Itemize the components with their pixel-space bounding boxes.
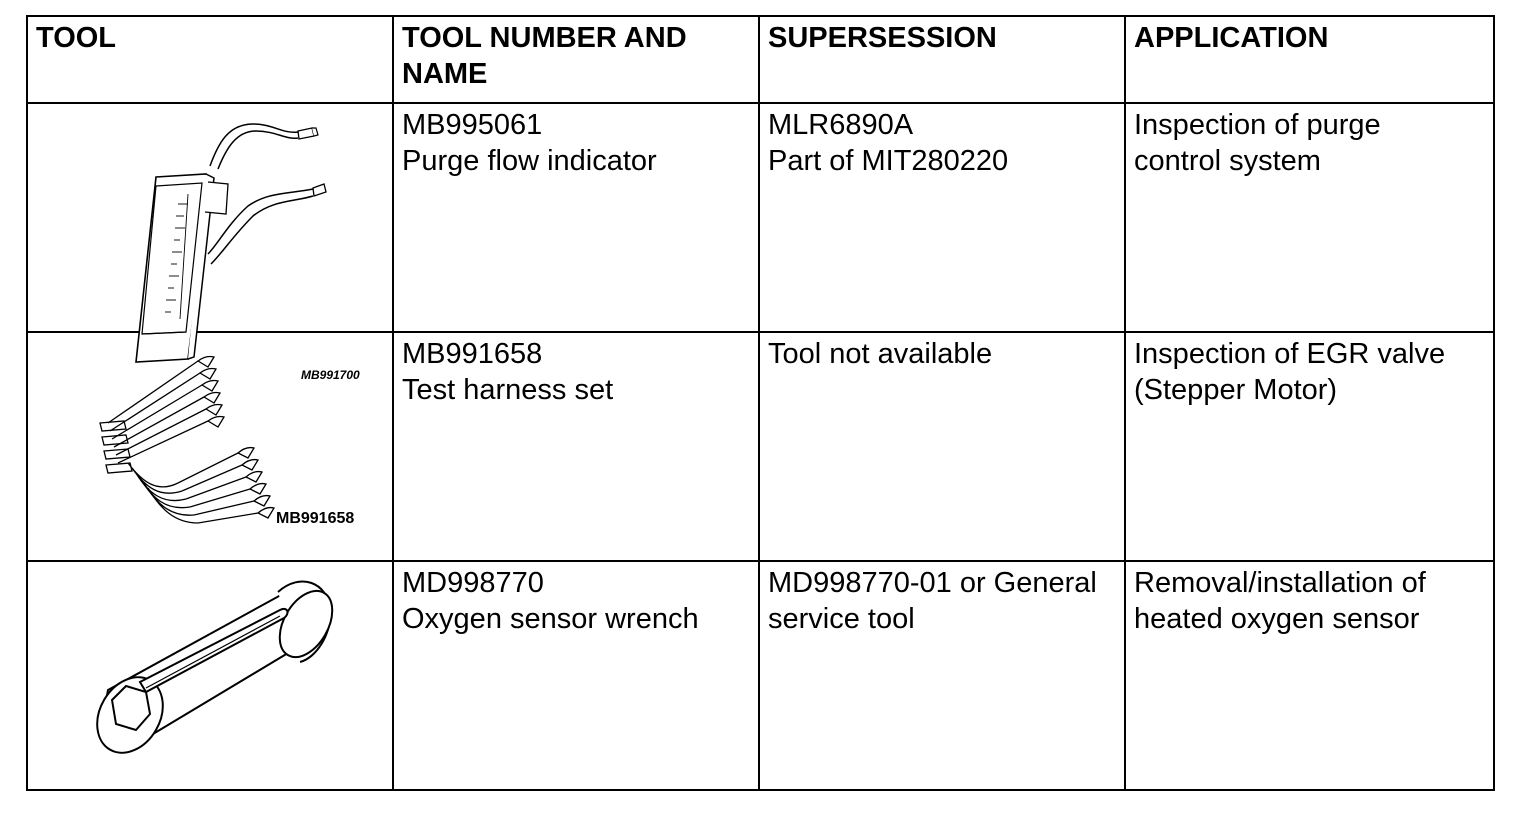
tool-number-and-name-cell [393,561,759,790]
tool-name: Test harness set [402,374,614,406]
header-tool-number-and-name: TOOL NUMBER AND NAME [393,16,759,103]
tool-illustration-cell [27,561,393,790]
header-tool: TOOL [27,16,393,103]
tool-number-and-name-cell [393,103,759,332]
illustration-label: MB991658 [276,510,355,527]
table-row [27,103,1494,332]
tool-number-and-name-cell [393,332,759,561]
application-cell: Inspection of EGR valve (Stepper Motor) [1125,332,1494,561]
illustration-label: MB991700 [301,368,360,382]
tool-number: MB991658 [402,338,543,370]
tool-number: MD998770 [402,567,544,599]
header-supersession: SUPERSESSION [759,16,1125,103]
special-tools-table [26,15,1495,791]
test-harness-set-icon [28,333,392,559]
purge-flow-indicator-icon [28,104,392,382]
tool-name: Purge flow indicator [402,145,657,177]
header-row [27,16,1494,103]
tool-number: MB995061 [402,109,543,141]
oxygen-sensor-wrench-icon [28,562,392,788]
table-row [27,561,1494,790]
application-cell: Removal/installation of heated oxygen sensor [1125,561,1494,790]
tool-name: Oxygen sensor wrench [402,603,699,635]
supersession-cell: Tool not available [759,332,1125,561]
tool-illustration-cell [27,332,393,561]
header-application: APPLICATION [1125,16,1494,103]
application-cell: Inspection of purge control system [1125,103,1494,332]
tool-illustration-cell [27,103,393,382]
supersession-cell: MLR6890A Part of MIT280220 [759,103,1125,332]
table-row [27,332,1494,561]
supersession-cell: MD998770-01 or General service tool [759,561,1125,790]
